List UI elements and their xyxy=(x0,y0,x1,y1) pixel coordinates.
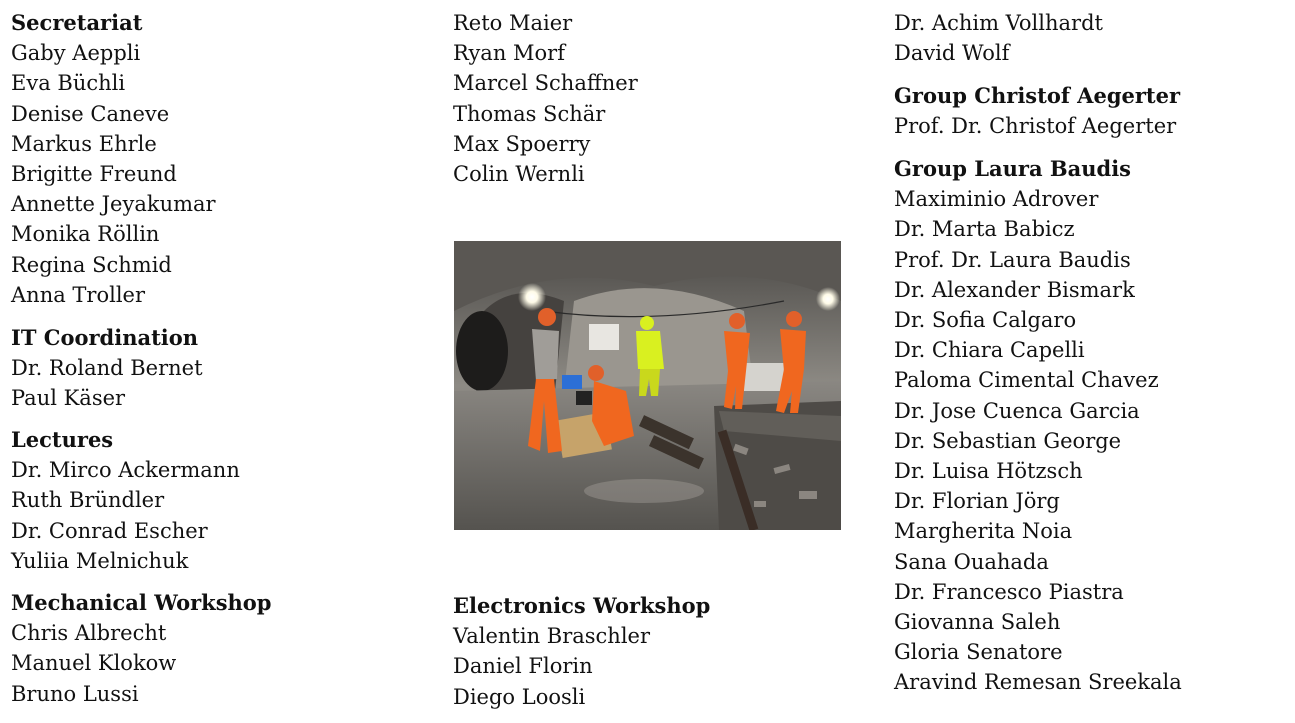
person-name: Dr. Conrad Escher xyxy=(11,518,208,543)
person-name: Gaby Aeppli xyxy=(11,41,141,66)
person-name: Dr. Florian Jörg xyxy=(894,489,1060,514)
section-lectures xyxy=(11,425,240,576)
person-name: Ryan Morf xyxy=(453,41,565,66)
section-previous-continued xyxy=(894,8,1103,68)
person-name: Gloria Senatore xyxy=(894,640,1063,665)
person-name: Annette Jeyakumar xyxy=(11,192,216,217)
person-name: David Wolf xyxy=(894,41,1010,66)
person-name: Markus Ehrle xyxy=(11,131,157,156)
section-group-baudis xyxy=(894,154,1182,698)
person-name: Paloma Cimental Chavez xyxy=(894,368,1159,393)
person-name: Brigitte Freund xyxy=(11,162,177,187)
section-group-aegerter xyxy=(894,81,1180,141)
person-name: Manuel Klokow xyxy=(11,651,177,676)
person-name: Giovanna Saleh xyxy=(894,610,1061,635)
person-name: Prof. Dr. Laura Baudis xyxy=(894,247,1131,272)
person-name: Dr. Francesco Piastra xyxy=(894,579,1124,604)
person-name: Chris Albrecht xyxy=(11,621,167,646)
person-name: Eva Büchli xyxy=(11,71,126,96)
person-name: Prof. Dr. Christof Aegerter xyxy=(894,114,1177,139)
person-name: Dr. Jose Cuenca Garcia xyxy=(894,398,1140,423)
person-name: Anna Troller xyxy=(11,282,145,307)
section-heading: Electronics Workshop xyxy=(453,593,711,618)
tunnel-scene-image xyxy=(454,241,841,530)
person-name: Denise Caneve xyxy=(11,101,170,126)
person-name: Paul Käser xyxy=(11,386,126,411)
person-name: Regina Schmid xyxy=(11,252,172,277)
person-name: Dr. Mirco Ackermann xyxy=(11,458,240,483)
person-name: Dr. Sebastian George xyxy=(894,428,1122,453)
person-name: Colin Wernli xyxy=(453,162,585,187)
person-name: Marcel Schaffner xyxy=(453,71,638,96)
person-name: Sana Ouahada xyxy=(894,549,1049,574)
person-name: Dr. Luisa Hötzsch xyxy=(894,459,1083,484)
person-name: Dr. Chiara Capelli xyxy=(894,338,1085,363)
section-mechanical-workshop xyxy=(11,588,271,709)
section-heading: Group Laura Baudis xyxy=(894,156,1131,181)
section-electronics-workshop xyxy=(453,591,710,712)
section-heading: Lectures xyxy=(11,427,114,452)
person-name: Bruno Lussi xyxy=(11,681,139,706)
person-name: Maximinio Adrover xyxy=(894,187,1099,212)
person-name: Daniel Florin xyxy=(453,654,593,679)
person-name: Valentin Braschler xyxy=(453,624,651,649)
person-name: Dr. Alexander Bismark xyxy=(894,277,1135,302)
underground-lab-photo xyxy=(454,241,841,530)
person-name: Dr. Roland Bernet xyxy=(11,356,203,381)
person-name: Yuliia Melnichuk xyxy=(11,548,189,573)
section-heading: Mechanical Workshop xyxy=(11,590,272,615)
person-name: Aravind Remesan Sreekala xyxy=(894,670,1182,695)
section-mechanical-workshop-continued xyxy=(453,8,638,189)
person-name: Monika Röllin xyxy=(11,222,160,247)
person-name: Ruth Bründler xyxy=(11,488,165,513)
person-name: Diego Loosli xyxy=(453,684,586,709)
person-name: Dr. Marta Babicz xyxy=(894,217,1075,242)
person-name: Max Spoerry xyxy=(453,131,591,156)
person-name: Thomas Schär xyxy=(453,101,606,126)
section-secretariat xyxy=(11,8,216,310)
person-name: Reto Maier xyxy=(453,11,573,35)
person-name: Dr. Achim Vollhardt xyxy=(894,11,1103,35)
section-heading: IT Coordination xyxy=(11,325,199,350)
person-name: Dr. Sofia Calgaro xyxy=(894,308,1077,333)
section-it-coordination xyxy=(11,323,203,414)
person-name: Margherita Noia xyxy=(894,519,1073,544)
section-heading: Secretariat xyxy=(11,10,143,35)
section-heading: Group Christof Aegerter xyxy=(894,83,1181,108)
